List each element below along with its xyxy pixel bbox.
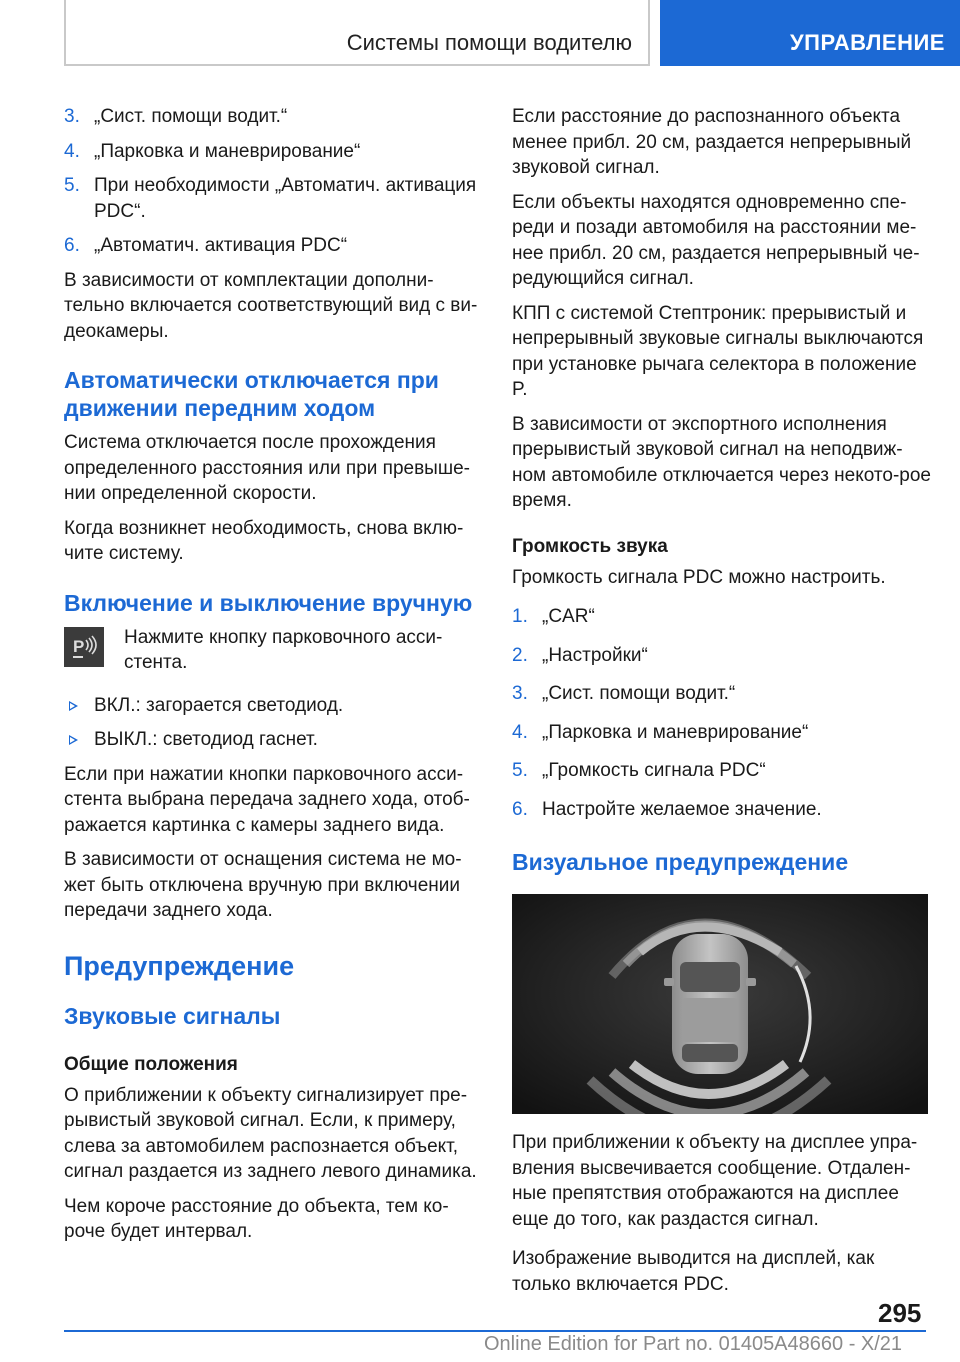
header-chapter-title: УПРАВЛЕНИЕ	[790, 30, 945, 55]
step-text: „Парковка и маневрирование“	[542, 721, 809, 743]
footer-edition: Online Edition for Part no. 01405A48660 - X/21	[484, 1333, 903, 1355]
paragraph-visual-2: Изображение выводится на дисплей, как только включается PDC.	[512, 1248, 875, 1295]
button-instruction-text: Нажмите кнопку парковочного асси-стента.	[124, 626, 443, 673]
step-number: 3.	[512, 683, 528, 704]
list-item	[512, 797, 932, 823]
footer-divider	[64, 1330, 926, 1332]
list-item	[64, 693, 480, 719]
list-item	[64, 727, 480, 753]
step-number: 6.	[64, 235, 80, 256]
step-number: 5.	[64, 175, 80, 196]
paragraph-export: В зависимости от экспортного исполнения прерывистый звуковой сигнал на неподвиж-ном автомобиле отключается через некото-рое время.	[512, 413, 932, 511]
paragraph-general-2: Чем короче расстояние до объекта, тем ко-роче будет интервал.	[64, 1195, 449, 1242]
heading-warning: Предупреждение	[64, 950, 295, 981]
step-text: „CAR“	[542, 606, 595, 627]
step-number: 4.	[512, 721, 528, 743]
bullet-triangle-icon	[69, 735, 78, 745]
heading-manual: Включение и выключение вручную	[64, 589, 473, 616]
list-item	[512, 643, 932, 669]
paragraph-volume: Громкость сигнала PDC можно настроить.	[512, 566, 886, 588]
list-item	[64, 104, 480, 130]
paragraph-steptronic: КПП с системой Стептроник: прерывистый и непрерывный звуковые сигналы выключаются при установке рычага селектора в положение P.	[512, 302, 924, 400]
page-number: 295	[878, 1298, 922, 1328]
list-item	[512, 758, 932, 784]
paragraph-reverse: Если при нажатии кнопки парковочного асси-стента выбрана передача заднего хода, отоб-ражается картинка с камеры заднего вида.	[64, 763, 470, 836]
list-item	[64, 233, 480, 259]
step-text: При необходимости „Автоматич. активация PDC“.	[94, 175, 477, 222]
right-column	[512, 104, 932, 1306]
paragraph-camera: В зависимости от комплектации дополни-тельно включается соответствующий вид с ви-деокамеры.	[64, 269, 478, 342]
park-assist-button-icon	[64, 627, 104, 667]
top-steps-list	[64, 104, 480, 259]
step-text: „Громкость сигнала PDC“	[542, 760, 766, 781]
paragraph-auto-off-2: Когда возникнет необходимость, снова вклю-чите систему.	[64, 517, 464, 564]
step-text: Настройте желаемое значение.	[542, 798, 822, 820]
heading-visual-warning: Визуальное предупреждение	[512, 849, 849, 875]
header-chapter-tab	[660, 0, 960, 66]
paragraph-auto-off-1: Система отключается после прохождения определенного расстояния или при превыше-нии определенной скорости.	[64, 432, 470, 504]
bullet-triangle-icon	[69, 701, 78, 711]
step-text: „Сист. помощи водит.“	[542, 683, 736, 704]
step-text: „Сист. помощи водит.“	[94, 106, 288, 127]
list-item	[512, 720, 932, 746]
step-number: 5.	[512, 760, 528, 781]
led-bullet-list	[64, 693, 480, 753]
step-number: 1.	[512, 606, 528, 627]
heading-auto-off: Автоматически отключается при движении передним ходом	[64, 367, 439, 421]
svg-text:P: P	[73, 636, 85, 656]
paragraph-20cm: Если расстояние до распознанного объекта менее прибл. 20 см, раздается непрерывный звуковой сигнал.	[512, 106, 912, 178]
paragraph-visual-1: При приближении к объекту на дисплее упра-вления высвечивается сообщение. Отдален-ные препятствия отображаются на дисплее еще до того, как раздастся сигнал.	[512, 1132, 918, 1230]
step-text: „Настройки“	[542, 644, 648, 666]
header-section-title: Системы помощи водителю	[346, 30, 632, 55]
heading-volume: Громкость звука	[512, 535, 668, 557]
paragraph-equipment: В зависимости от оснащения система не мо-жет быть отключена вручную при включении передачи заднего хода.	[64, 849, 462, 921]
step-text: „Автоматич. активация PDC“	[94, 235, 348, 256]
left-column	[64, 104, 480, 1254]
heading-general: Общие положения	[64, 1053, 238, 1075]
step-number: 3.	[64, 106, 80, 127]
list-item	[64, 139, 480, 165]
list-item	[512, 681, 932, 707]
header-section-box	[64, 0, 650, 66]
list-item	[64, 173, 480, 224]
paragraph-both-sides: Если объекты находятся одновременно спе-реди и позади автомобиля на расстоянии ме-нее прибл. 20 см, раздается непрерывный че-редующийся сигнал.	[512, 191, 920, 289]
heading-sound-signals: Звуковые сигналы	[64, 1002, 281, 1029]
step-text: „Парковка и маневрирование“	[94, 140, 361, 162]
step-number: 6.	[512, 798, 528, 820]
bullet-text: ВКЛ.: загорается светодиод.	[94, 694, 344, 716]
step-number: 2.	[512, 644, 528, 666]
car-sensor-view-image	[512, 894, 928, 1114]
step-number: 4.	[64, 140, 80, 162]
button-instruction	[64, 625, 480, 681]
bullet-text: ВЫКЛ.: светодиод гаснет.	[94, 729, 318, 750]
list-item	[512, 604, 932, 630]
volume-steps-list	[512, 604, 932, 822]
paragraph-general-1: О приближении к объекту сигнализирует пре-рывистый звуковой сигнал. Если, к примеру, слева за автомобилем распознается объект, сигнал раздается из заднего левого динамика.	[64, 1084, 477, 1182]
